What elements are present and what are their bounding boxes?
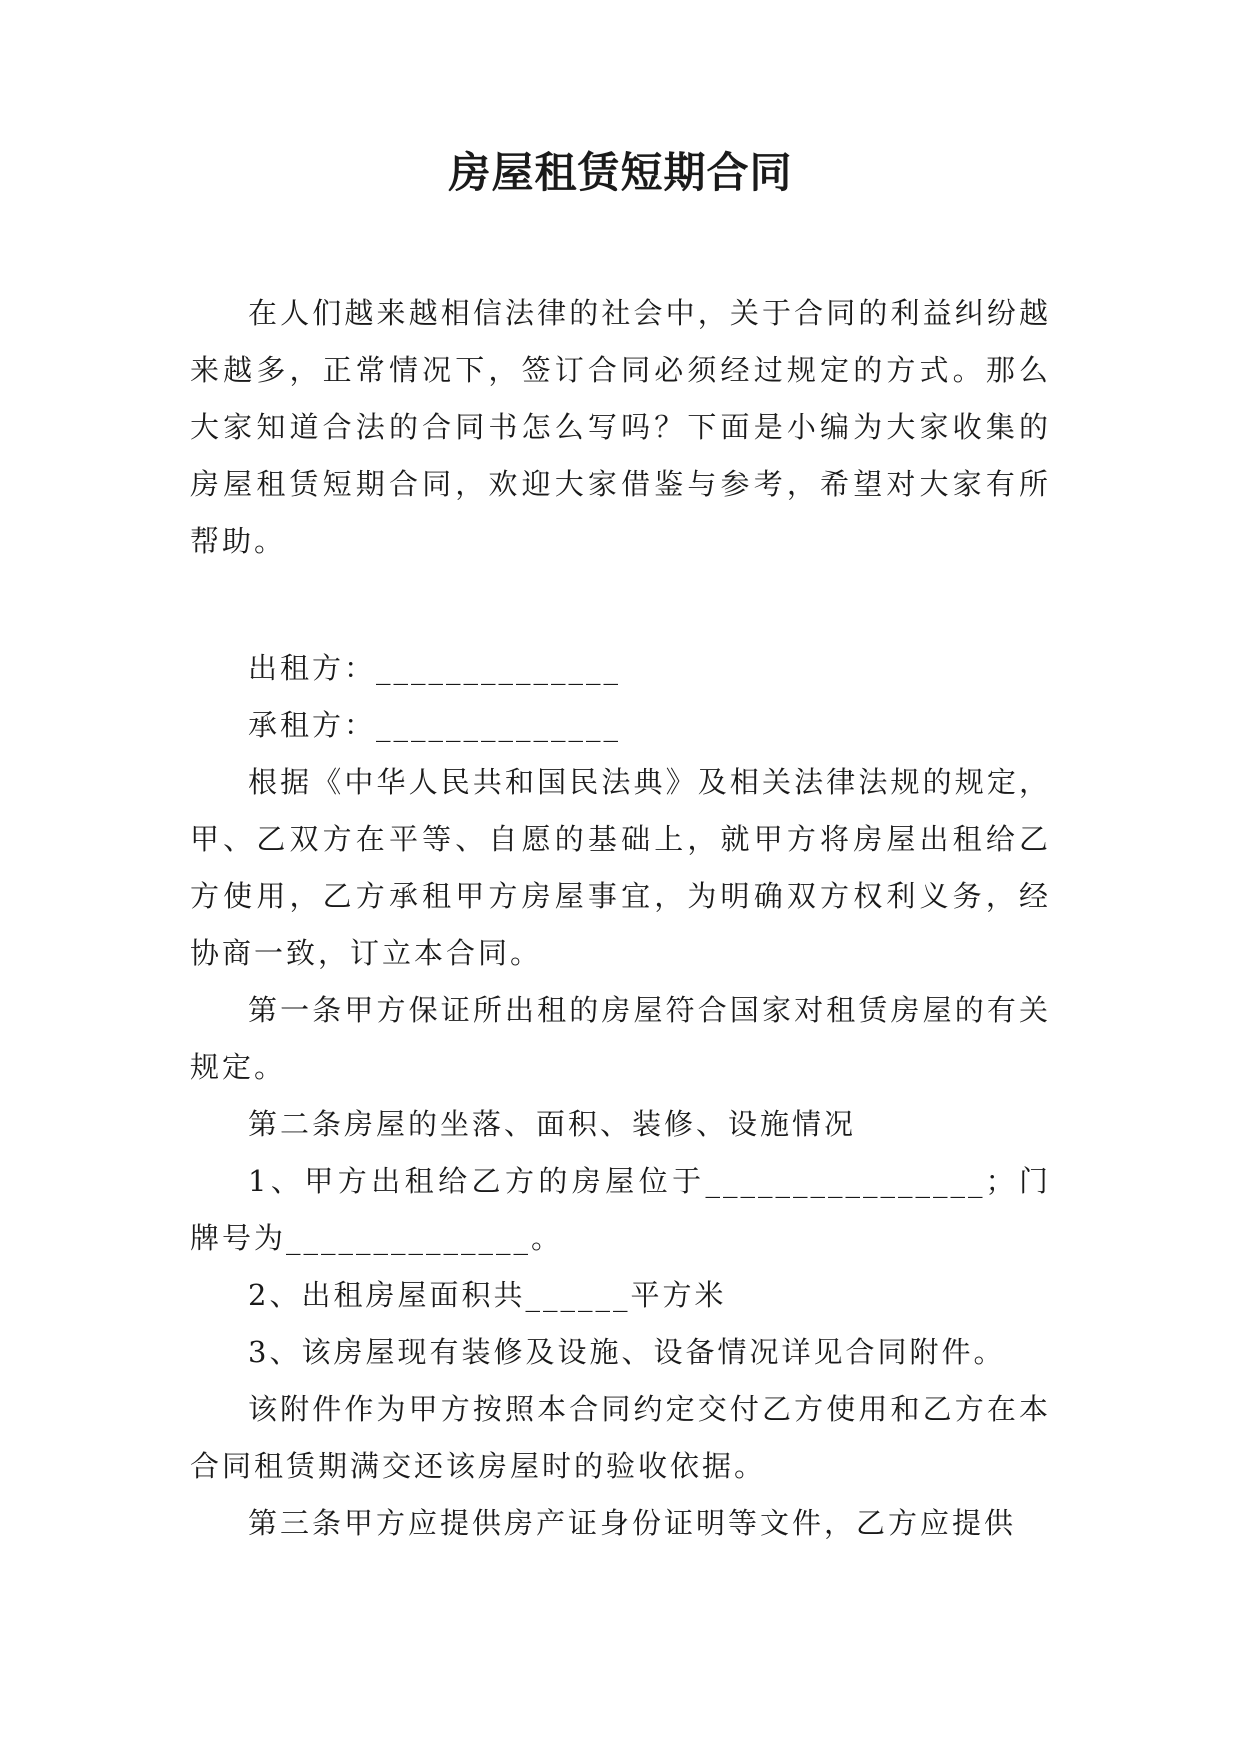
intro-section xyxy=(190,285,1051,570)
document-title: 房屋租赁短期合同 xyxy=(448,148,793,197)
article-2-item-1: 1、甲方出租给乙方的房屋位于________________；门牌号为______________。 xyxy=(190,1164,1051,1255)
article-1: 第一条甲方保证所出租的房屋符合国家对租赁房屋的有关规定。 xyxy=(190,993,1051,1084)
contract-body xyxy=(190,640,1051,1552)
lessee-line: 承租方：______________ xyxy=(248,708,622,742)
article-3: 第三条甲方应提供房产证身份证明等文件，乙方应提供 xyxy=(248,1506,1017,1540)
article-2-heading: 第二条房屋的坐落、面积、装修、设施情况 xyxy=(248,1107,857,1141)
intro-paragraph: 在人们越来越相信法律的社会中，关于合同的利益纠纷越来越多，正常情况下，签订合同必须经过规定的方式。那么大家知道合法的合同书怎么写吗？下面是小编为大家收集的房屋租赁短期合同，欢迎大家借鉴与参考，希望对大家有所帮助。 xyxy=(190,296,1051,558)
preamble-paragraph: 根据《中华人民共和国民法典》及相关法律法规的规定，甲、乙双方在平等、自愿的基础上，就甲方将房屋出租给乙方使用，乙方承租甲方房屋事宜，为明确双方权利义务，经协商一致，订立本合同。 xyxy=(190,765,1051,970)
article-2-attachment: 该附件作为甲方按照本合同约定交付乙方使用和乙方在本合同租赁期满交还该房屋时的验收依据。 xyxy=(190,1392,1051,1483)
lessor-line: 出租方：______________ xyxy=(248,651,622,685)
article-2-item-2: 2、出租房屋面积共______平方米 xyxy=(248,1278,727,1312)
article-2-item-3: 3、该房屋现有装修及设施、设备情况详见合同附件。 xyxy=(248,1335,1006,1369)
